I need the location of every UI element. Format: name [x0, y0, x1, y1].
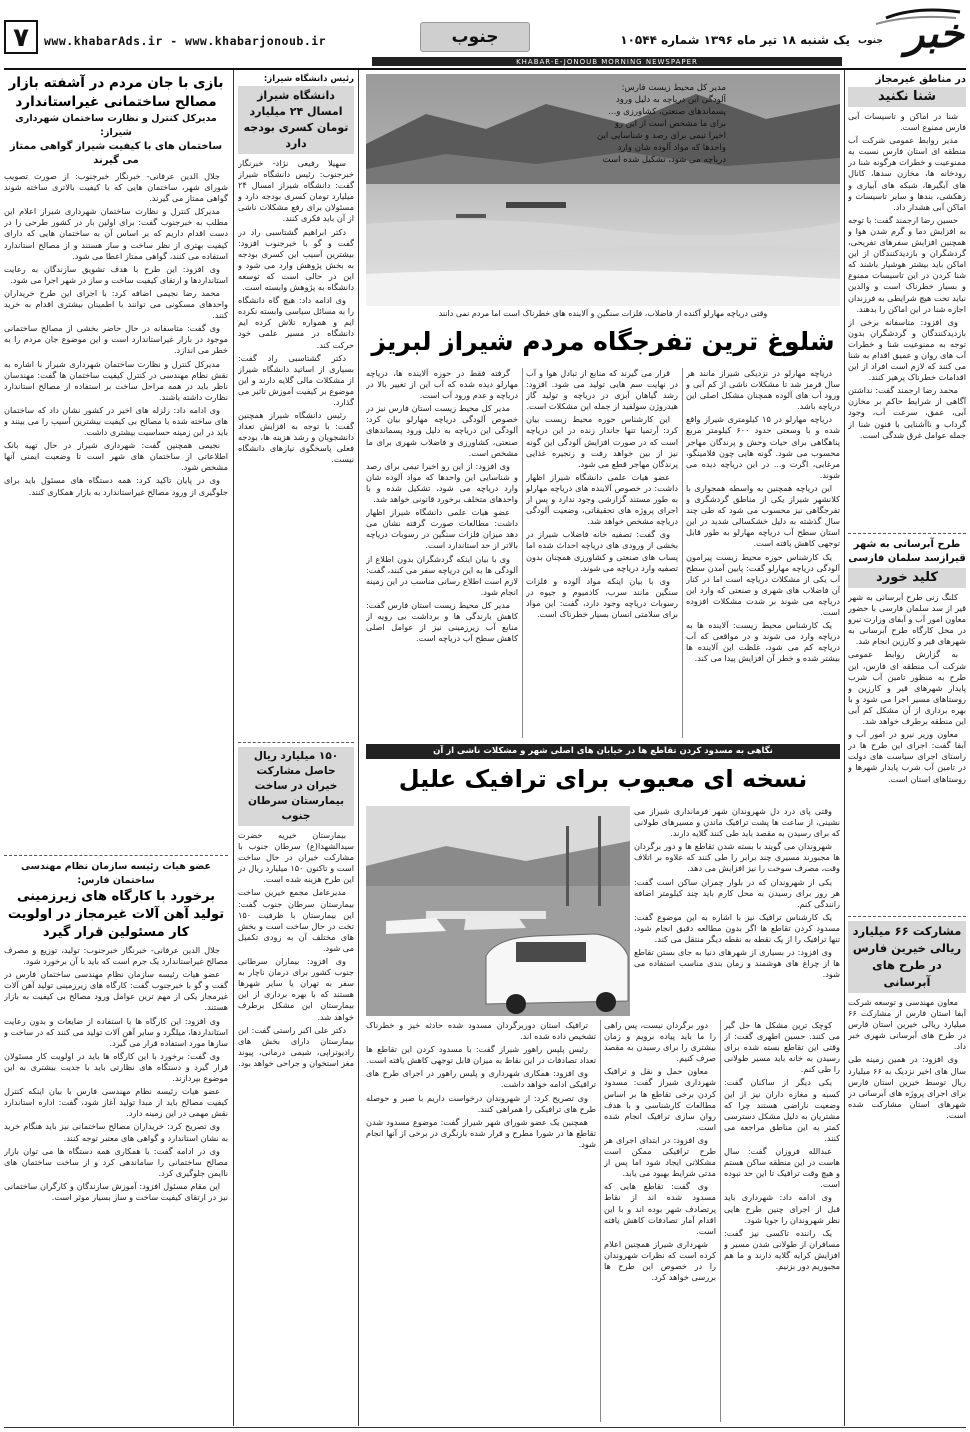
right-para-2: مدیر روابط عمومی شرکت آب منطقه ای استان فارس نسبت به ممنوعیت و خطرات هرگونه شنا در رودخانه ها، مخازن سدها، کانال های آبگیرها، شبکه های آبیاری و زهکشی، بندها و سایر تاسیسات و اماکن آبی هشدار داد. — [848, 135, 966, 212]
right-kicker: در مناطق غیرمجاز — [875, 74, 966, 85]
traffic-col4 — [366, 1020, 596, 1424]
top-col2-para-1: قرار می گیرند که منابع از تبادل هوا و آب در نهایت سم هایی تولید می شود. افزود: رشد گیاهان آبزی در دریاچه و تولید گاز هیدروژن سولفید از جمله این مشکلات است. — [526, 368, 678, 412]
middle-body-1 — [238, 158, 354, 738]
website-url: www.khabarAds.ir - www.khabarjonoub.ir — [44, 34, 327, 48]
right-s3-para-1: معاون مهندسی و توسعه شرکت آبفا استان فارس از مشارکت ۶۶ میلیارد ریالی خیرین استان فارس در طرح های آبرسانی شهری خبر داد. — [848, 997, 966, 1052]
traffic-col3-para-5: شهرداری شیراز همچنین اعلام کرده است که نظرات شهروندان را در خصوص این طرح ها بررسی خواهد کرد. — [604, 1238, 716, 1283]
top-col3-para-1: گرفته فقط در حوزه آلاینده ها، دریاچه مهارلو دیده شده که آب این از تغییر بالا در دریاچه و عدم ورود آب است. — [366, 368, 518, 401]
right-para-1: شنا در اماکن و تاسیسات آبی فارس ممنوع است. — [848, 111, 966, 133]
top-col3-para-5: وی با بیان اینکه گردشگران بدون اطلاع از آلودگی ها به این دریاچه سفر می کنند، گفت: لازم است اطلاع رسانی مناسب در این زمینه انجام شود. — [366, 553, 518, 597]
page-number: ۷ — [13, 23, 29, 53]
left-headline-2: برخورد با کارگاه های زیرزمینی تولید آهن آلات غیرمجاز در اولویت کار مسئولین قرار گیرد — [7, 889, 225, 940]
left-b1-para-8: نجیمی همچنین گفت: شهرداری شیراز در حال تهیه بانک اطلاعاتی از ساختمان های شهر است تا وضعیت ایمنی آنها مشخص شود. — [4, 440, 228, 473]
middle-b2-para-1: بیمارستان خیریه حضرت سیدالشهدا(ع) سرطان جنوب با مشارکت خیران در حال ساخت است و تاکنون ۱۵۰ میلیارد ریال در این طرح هزینه شده است. — [238, 830, 354, 885]
logo-small-text: جنوب — [858, 36, 883, 46]
top-col-sep-2 — [522, 368, 523, 738]
top-col3-para-2: مدیر کل محیط زیست استان فارس نیز در خصوص آلودگی دریاچه مهارلو بیان کرد: آلودگی این دریاچه به دلیل ورود پسماندهای صنعتی، کشاورزی و فاضلاب شهری برای ما مشخص است. — [366, 403, 518, 458]
traffic-col1-para-4: یک کارشناس ترافیک نیز با اشاره به این موضوع گفت: مسدود کردن تقاطع ها اگر بدون مطالعه دقیق انجام شود، تنها ترافیک را از یک نقطه به نقطه دیگر منتقل می کند. — [634, 911, 840, 945]
top-col3-para-3: وی افزود: از این رو اخیرا تیمی برای رصد و شناسایی این واحدها که مواد آلوده شان وارد دریاچه می شود، تشکیل شده و با واحدهای متخلف برخورد قانونی خواهد شد. — [366, 460, 518, 505]
top-col3-para-4: عضو هیات علمی دانشگاه شیراز اظهار داشت: مطالعات صورت گرفته نشان می دهد میزان فلزات سنگین در رسوبات دریاچه بالاتر از حد استاندارد است. — [366, 507, 518, 551]
divider-middle — [358, 70, 359, 1426]
traffic-sep-1 — [720, 1020, 721, 1422]
traffic-col2-para-5: یک راننده تاکسی نیز گفت: مسافران از طولانی شدن مسیر و افزایش کرایه گلایه دارند و ما هم مجبوریم دور بزنیم. — [724, 1227, 840, 1271]
middle-body-2 — [238, 830, 354, 1370]
middle-b2-para-4: دکتر علی اکبر راستی گفت: این بیمارستان دارای بخش های رادیوتراپی، شیمی درمانی، پیوند مغز استخوان و جراحی خواهد بود. — [238, 1024, 354, 1068]
traffic-photo — [366, 806, 630, 1016]
right-divider-2 — [848, 916, 966, 917]
lake-photo — [366, 74, 840, 306]
top-story-col1 — [686, 368, 840, 740]
page-number-box — [4, 20, 38, 54]
traffic-col2-para-3: عبدالله فروزان گفت: سال هاست در این منطقه ساکن هستم و هیچ وقت ترافیک تا این حد نبوده است. — [724, 1146, 840, 1190]
left-b1-para-4: محمد رضا نجیمی اضافه کرد: با اجرای این طرح خریداران واحدهای مسکونی می توانند با اطمینان بیشتری اقدام به خرید کنند. — [4, 287, 228, 321]
top-col3-para-6: مدیر کل محیط زیست استان فارس گفت: کاهش بارندگی ها و برداشت بی رویه از منابع آب زیرزمینی نیز از عوامل اصلی کاهش سطح آب دریاچه است. — [366, 599, 518, 644]
middle-b1-para-1: سهیلا رفیعی نژاد- خبرنگار خبرجنوب: رئیس دانشگاه شیراز گفت: دانشگاه شیراز امسال ۲۴ میلیارد تومان کسری بودجه دارد و مسئولان برای رفع مشکلات ناشی از آن باید فکری کنند. — [238, 158, 354, 224]
right-section2-body — [848, 592, 966, 912]
right-headline: شنا نکنید — [848, 87, 966, 107]
traffic-col2-para-4: وی ادامه داد: شهرداری باید قبل از اجرای چنین طرح هایی نظر شهروندان را جویا شود. — [724, 1192, 840, 1225]
left-b2-para-7: وی در ادامه گفت: با همکاری همه دستگاه ها می توان بازار مصالح ساختمانی را ساماندهی کرد و از ساخت ساختمان های ناایمن جلوگیری کرد. — [4, 1145, 228, 1178]
top-col-sep-1 — [682, 368, 683, 738]
right-section2-headline: کلید خورد — [848, 568, 966, 588]
divider-left — [233, 70, 234, 1426]
left-b2-para-5: عضو هیات رئیسه نظام مهندسی فارس با بیان اینکه کنترل کیفیت مصالح باید از مبدا تولید آغاز شود، گفت: اداره استاندارد نقش مهمی در این زمینه دارد. — [4, 1086, 228, 1119]
traffic-col3 — [604, 1020, 716, 1424]
left-b2-para-1: جلال الدین عرفانی- خبرنگار خبرجنوب: تولید، توزیع و مصرف مصالح غیراستاندارد یک جرم است که باید با آن برخورد شود. — [4, 945, 228, 967]
left-column — [4, 72, 228, 1426]
middle-divider — [238, 742, 354, 743]
traffic-col4-para-5: همچنین یک عضو شورای شهر شیراز گفت: موضوع مسدود شدن تقاطع ها در شورا مطرح و قرار شده بازنگری در برخی از آنها انجام شود. — [366, 1116, 596, 1149]
traffic-col1-para-2: شهروندان می گویند با بسته شدن تقاطع ها و دور برگردان ها مجبورند مسیری چند برابر را طی کنند که علاوه بر اتلاف وقت، مصرف سوخت را نیز افزایش می دهد. — [634, 841, 840, 874]
masthead-strip — [372, 57, 842, 66]
right-article-body — [848, 111, 966, 529]
right-s3-para-2: وی افزود: در همین زمینه طی سال های اخیر نزدیک به ۶۶ میلیارد ریال توسط خیرین استان فارس برای اجرای پروژه های آبرسانی در شهرهای استان مشارکت شده است. — [848, 1054, 966, 1120]
right-column — [848, 72, 966, 1426]
header-divider — [4, 68, 966, 70]
right-para-5: محمد رضا ارجمند گفت: نداشتن آگاهی از شرایط حاکم بر مخازن آبی، عمق، سرعت آب، وجود گرداب و ناآشنایی با فنون شنا از جمله عوامل غرق شدگی است. — [848, 385, 966, 440]
section-tab — [420, 22, 530, 52]
left-body-2 — [4, 945, 228, 1426]
top-story-col3 — [366, 368, 518, 740]
left-b1-para-2: مدیرکل کنترل و نظارت ساختمان شهرداری شیراز اعلام این مطلب به خبرجنوب گفت: برای اولین بار در کشور طرحی را در دست اقدام داریم که بر اساس آن به ساختمان هایی که دارای کیفیت بهتری از نظر ساخت و ساز هستند و از مصالح استاندارد استفاده می کنند، گواهی ممتاز اعطا می شود. — [4, 206, 228, 261]
top-col2-para-3: عضو هیات علمی دانشگاه شیراز اظهار داشت: در خصوص آلاینده های دریاچه مهارلو به طور مستند گزارشی وجود ندارد و پس از اجرای پروژه های تحقیقاتی، وضعیت آلودگی دریاچه مشخص خواهد شد. — [526, 471, 678, 527]
traffic-street-image — [366, 806, 630, 1016]
traffic-col2-para-1: کوچک ترین مشکل ها حل گیر می کنند. حسین اطهری گفت: از وقتی این تقاطع بسته شده برای رسیدن به خانه باید مسیر طولانی را طی کنم. — [724, 1020, 840, 1075]
traffic-col1 — [634, 806, 840, 1016]
traffic-col1-para-5: وی افزود: در بسیاری از شهرهای دنیا به جای بستن تقاطع ها از چراغ های هوشمند و زمان بندی مناسب استفاده می شود. — [634, 947, 840, 980]
traffic-col4-para-2: رئیس پلیس راهور شیراز گفت: با مسدود کردن این تقاطع ها تعداد تصادفات در این نقاط به میزان قابل توجهی کاهش یافته است. — [366, 1044, 596, 1066]
middle-b1-para-4: دکتر گشتاسبی راد گفت: بسیاری از اساتید دانشگاه شیراز از مشکلات مالی گلایه دارند و این موضوع بر کیفیت آموزش تاثیر می گذارد. — [238, 352, 354, 407]
traffic-col1-para-3: یکی از شهروندان که در بلوار چمران ساکن است گفت: هر روز برای رسیدن به محل کارم باید چند کیلومتر اضافه رانندگی کنم. — [634, 876, 840, 909]
right-para-4: وی افزود: متاسفانه برخی از بازدیدکنندگان و گردشگران بدون توجه به ممنوعیت شنا و خطرات آب های روان و عمیق اقدام به شنا می کنند که لازم است افراد از این اقدامات خطرناک پرهیز کنند. — [848, 316, 966, 383]
right-section3-body — [848, 997, 966, 1426]
top-story-col2 — [526, 368, 678, 740]
top-col1-para-5: یک کارشناس محیط زیست: آلاینده ها به دریاچه وارد می شوند و در مواقعی که آب دریاچه کم می شود، غلظت این آلاینده ها بیشتر شده و خطر آن افزایش پیدا می کند. — [686, 620, 840, 664]
left-b2-para-8: این مقام مسئول افزود: آموزش سازندگان و کارگران ساختمانی نیز در ارتقای کیفیت ساخت و ساز بسیار موثر است. — [4, 1180, 228, 1202]
left-subhead-1: مدیرکل کنترل و نظارت ساختمان شهرداری شیراز: — [15, 113, 217, 138]
photo-overlay-quote — [596, 82, 726, 202]
newspaper-logo — [856, 4, 968, 58]
traffic-sep-2 — [600, 1020, 601, 1422]
middle-headline-1: دانشگاه شیراز امسال ۲۴ میلیارد تومان کسری بودجه دارد — [238, 86, 354, 154]
right-para-3: حسین رضا ارجمند گفت: با توجه به افزایش دما و گرم شدن هوا و همچنین افزایش سفرهای تفریحی، گردشگران و بازدیدکنندگان از این اماکن باید بیشتر هوشیار باشند که شنا کردن در این تاسیسات ممنوع و بسیار خطرناک است و والدین نباید تحت هیچ شرایطی به فرزندان اجازه شنا در این اماکن را بدهند. — [848, 214, 966, 314]
photo-overlay-text: مدیر کل محیط زیست فارس: آلودگی این دریاچه به دلیل ورود پسماندهای صنعتی، کشاورزی و... برای ما مشخص است از این رو اخیرا تیمی برای رصد و شناسایی این واحدها که مواد آلوده شان وارد دریاچه می شود، تشکیل شده است — [597, 83, 726, 165]
left-b1-para-1: جلال الدین عرفانی- خبرنگار خبرجنوب: از صورت تصویب شورای شهر، ساختمان هایی که با کیفیت بالاتری ساخته شوند گواهی ممتاز می گیرند. — [4, 171, 228, 204]
top-story-headline: شلوغ ترین تفرجگاه مردم شیراز لبریز — [371, 327, 835, 356]
traffic-col3-para-2: معاون حمل و نقل و ترافیک شهرداری شیراز گفت: مسدود کردن برخی تقاطع ها بر اساس مطالعات کارشناسی و با هدف روان سازی ترافیک انجام شده است. — [604, 1066, 716, 1132]
traffic-col2 — [724, 1020, 840, 1424]
traffic-col4-para-1: ترافیک استان دوربرگردان مسدود شده حادثه خیز و خطرناک تشخیص داده شده اند. — [366, 1020, 596, 1042]
top-col1-para-4: یک کارشناس حوزه محیط زیست پیرامون آلودگی دریاچه مهارلو گفت: پایین آمدن سطح آب یکی از مشکلات دریاچه است اما در کنار آن فاضلاب های شهری و صنعتی که وارد این دریاچه می شوند بر شدت مشکلات افزوده است. — [686, 551, 840, 617]
traffic-col3-para-4: وی گفت: تقاطع هایی که مسدود شده اند از نقاط پرتصادف شهر بوده اند و با این اقدام آمار تصادفات کاهش یافته است. — [604, 1181, 716, 1236]
right-section2-kicker: طرح آبرسانی به شهر قیرازسد سلمان فارسی — [848, 539, 966, 564]
issue-date: یک شنبه ۱۸ تیر ماه ۱۳۹۶ شماره ۱۰۵۴۴ — [620, 33, 850, 47]
middle-kicker-1: رئیس دانشگاه شیراز: — [263, 74, 354, 84]
right-s2-para-3: معاون وزیر نیرو در امور آب و آبفا گفت: اجرای این طرح ها در راستای اجرای سیاست های دولت در تامین آب شرب پایدار شهرها و روستاهای استان است. — [848, 729, 966, 784]
top-col1-para-2: دریاچه مهارلو در ۱۵ کیلومتری شیراز واقع شده و با وسعتی حدود ۶۰۰ کیلومتر مربع پناهگاهی برای حیات وحش و پرندگان مهاجر محسوب می شود. گونه هایی چون فلامینگو، مرغابی، اگرت و... در این دریاچه دیده می شوند. — [686, 414, 840, 480]
traffic-col2-para-2: یکی دیگر از ساکنان گفت: کسبه و مغازه داران نیز از این وضعیت ناراضی هستند چرا که مشتریان به دلیل مشکل دسترسی کمتر به این مناطق مراجعه می کنند. — [724, 1077, 840, 1143]
footer-divider — [4, 1427, 966, 1428]
traffic-kicker: نگاهی به مسدود کردن تقاطع ها در خیابان های اصلی شهر و مشکلات ناشی از آن — [433, 746, 773, 756]
logo-text: خبر — [905, 10, 964, 57]
traffic-col4-para-4: وی تصریح کرد: از شهروندان درخواست داریم با صبر و حوصله طرح های ترافیکی را همراهی کنند. — [366, 1092, 596, 1114]
traffic-col3-para-3: وی افزود: در ابتدای اجرای هر طرح ترافیکی ممکن است مشکلاتی ایجاد شود اما پس از مدتی شرایط بهبود می یابد. — [604, 1134, 716, 1179]
top-col2-para-2: این کارشناس حوزه محیط زیست بیان کرد: آرتمیا تنها جاندار زنده در این دریاچه است که در صورت افزایش آلودگی این گونه نیز از بین خواهد رفت و زنجیره غذایی پرندگان مهاجر قطع می شود. — [526, 414, 678, 469]
section-title: جنوب — [451, 27, 499, 47]
middle-b1-para-3: وی ادامه داد: هیچ گاه دانشگاه را به مسائل سیاسی وابسته نکرده ایم و همواره تلاش کرده ایم دانشگاه در مسیر علمی خود حرکت کند. — [238, 295, 354, 350]
top-col1-para-3: این دریاچه همچنین به واسطه همجواری با کلانشهر شیراز یکی از مناطق گردشگری و تفرجگاهی نیز محسوب می شود که طی چند سال گذشته به دلیل خشکسالی شدید در این استان سطح آب دریاچه مهارلو به طور قابل توجهی کاهش یافته است. — [686, 482, 840, 549]
traffic-col4-para-3: وی افزود: همکاری شهرداری و پلیس راهور در اجرای طرح های ترافیکی ادامه خواهد داشت. — [366, 1068, 596, 1090]
traffic-col3-para-1: دور برگردان نیست، پس راهی را ما باید پیاده برویم و زمان بیشتری را برای رسیدن به مقصد صرف کنیم. — [604, 1020, 716, 1064]
right-divider-1 — [848, 533, 966, 534]
traffic-kicker-bar — [366, 744, 840, 759]
middle-b2-para-2: مدیرعامل مجمع خیرین ساخت بیمارستان سرطان جنوب گفت: این بیمارستان با ظرفیت ۱۵۰ تخت در حال ساخت است و بخش های مختلف آن به زودی تکمیل می شود. — [238, 887, 354, 953]
left-b2-para-4: وی گفت: برخورد با این کارگاه ها باید در اولویت کار مسئولان قرار گیرد و دستگاه های نظارتی باید با جدیت بیشتری به این موضوع بپردازند. — [4, 1050, 228, 1084]
middle-headline-2: ۱۵۰ میلیارد ریال حاصل مشارکت خیران در ساخت بیمارستان سرطان جنوب — [238, 747, 354, 826]
top-col1-para-1: دریاچه مهارلو در نزدیکی شیراز مانند هر سال قرمز شد تا مشکلات ناشی از کم آبی و ورود آب های آلوده همچنان مشکل اصلی این دریاچه باشد. — [686, 368, 840, 412]
right-s2-para-1: کلنگ زنی طرح آبرسانی به شهر قیر از سد سلمان فارسی با حضور معاون امور آب و آبفای وزارت نیرو در محل کارگاه طرح آبرسانی به شهرهای قیر و کارزین انجام شد. — [848, 592, 966, 647]
left-divider — [4, 855, 228, 856]
left-b1-para-9: وی در پایان تاکید کرد: همه دستگاه های مسئول باید برای جلوگیری از ورود مصالح غیراستاندارد به بازار همکاری کنند. — [4, 475, 228, 497]
lake-photo-caption: وقتی دریاچه مهارلو آکنده از فاضلاب، فلزات سنگین و آلاینده های خطرناک است اما مردم نمی دانند — [438, 309, 768, 318]
left-subhead-2: عضو هیات رئیسه سازمان نظام مهندسی ساختمان فارس: — [20, 861, 212, 886]
top-col2-para-5: وی با بیان اینکه مواد آلوده و فلزات سنگین مانند سرب، کادمیوم و جیوه در رسوبات دریاچه وجود دارد، گفت: این مواد برای سلامتی انسان بسیار خطرناک است. — [526, 575, 678, 619]
divider-right — [844, 70, 845, 1426]
left-b1-para-3: وی افزود: این طرح با هدف تشویق سازندگان به رعایت استانداردها و ارتقای کیفیت ساخت و ساز در شهر اجرا می شود. — [4, 263, 228, 285]
middle-b1-para-2: دکتر ابراهیم گشتاسبی راد در گفت و گو با خبرجنوب افزود: بیشترین آسیب این کسری بودجه به بخش پژوهش وارد می شود و این در حالی است که توسعه دانشگاه به پژوهش وابسته است. — [238, 226, 354, 293]
left-body-1 — [4, 171, 228, 851]
left-subhead-1b: ساختمان های با کیفیت شیراز گواهی ممتاز می گیرند — [9, 141, 223, 166]
middle-b2-para-3: وی افزود: بیماران سرطانی جنوب کشور برای درمان ناچار به سفر به تهران یا سایر شهرها هستند که با بهره برداری از این بیمارستان این مشکل برطرف خواهد شد. — [238, 956, 354, 1022]
left-b1-para-7: وی ادامه داد: زلزله های اخیر در کشور نشان داد که ساختمان های ساخته شده با مصالح بی کیفیت بیشترین آسیب را می بینند و باید در این زمینه حساسیت بیشتری داشت. — [4, 404, 228, 438]
left-b1-para-5: وی گفت: متاسفانه در حال حاضر بخشی از مصالح ساختمانی موجود در بازار غیراستاندارد است و این موضوع جان مردم را به خطر می اندازد. — [4, 323, 228, 356]
middle-column — [238, 72, 354, 1426]
left-b2-para-3: وی افزود: این کارگاه ها با استفاده از ضایعات و بدون رعایت استانداردها، میلگرد و سایر آهن آلات تولید می کنند که در ساخت و سازها مورد استفاده قرار می گیرد. — [4, 1015, 228, 1048]
top-col2-para-4: وی گفت: تصفیه خانه فاضلاب شیراز در بخشی از ورودی های دریاچه احداث شده اما پساب های صنعتی و کشاورزی همچنان بدون تصفیه وارد دریاچه می شوند. — [526, 529, 678, 573]
right-section3-headline: مشارکت ۶۶ میلیارد ریالی خیرین فارس در طرح های آبرسانی — [848, 921, 966, 993]
traffic-headline: نسخه ای معیوب برای ترافیک علیل — [398, 765, 808, 793]
left-b2-para-6: وی تصریح کرد: خریداران مصالح ساختمانی نیز باید هنگام خرید به نشان استاندارد و گواهی های معتبر توجه کنند. — [4, 1121, 228, 1143]
left-headline-1: بازی با جان مردم در آشفته بازار مصالح ساختمانی غیراستاندارد — [8, 75, 224, 110]
right-s2-para-2: به گزارش روابط عمومی شرکت آب منطقه ای فارس، این طرح به منظور تامین آب شرب پایدار شهرهای قیر و کارزین و روستاهای مسیر اجرا می شود و با بهره برداری از آن مشکل کم آبی این منطقه برطرف خواهد شد. — [848, 649, 966, 727]
header-bar — [0, 0, 970, 66]
middle-b1-para-5: رئیس دانشگاه شیراز همچنین گفت: با توجه به افزایش تعداد دانشجویان و رشد هزینه ها، بودجه فعلی پاسخگوی نیازهای دانشگاه نیست. — [238, 410, 354, 465]
masthead-latin: KHABAR-E-JONOUB MORNING NEWSPAPER — [516, 58, 698, 66]
traffic-col1-para-1: وقتی پای درد دل شهروندان شهر فرمانداری شیراز می نشینی، از ساعت ها پشت ترافیک ماندن و مسیرهای طولانی که برای رسیدن به مقصد باید طی کنند گلایه دارند. — [634, 806, 840, 839]
left-b2-para-2: عضو هیات رئیسه سازمان نظام مهندسی ساختمان فارس در گفت و گو با خبرجنوب گفت: کارگاه های زیرزمینی تولید آهن آلات غیرمجاز یکی از مهم ترین عوامل ورود مصالح بی کیفیت به بازار هستند. — [4, 969, 228, 1013]
left-b1-para-6: مدیرکل کنترل و نظارت ساختمان شهرداری شیراز با اشاره به نقش نظام مهندسی در کنترل کیفیت ساختمان ها گفت: مهندسان ناظر باید در همه مراحل ساخت بر استفاده از مصالح استاندارد نظارت داشته باشند. — [4, 358, 228, 402]
